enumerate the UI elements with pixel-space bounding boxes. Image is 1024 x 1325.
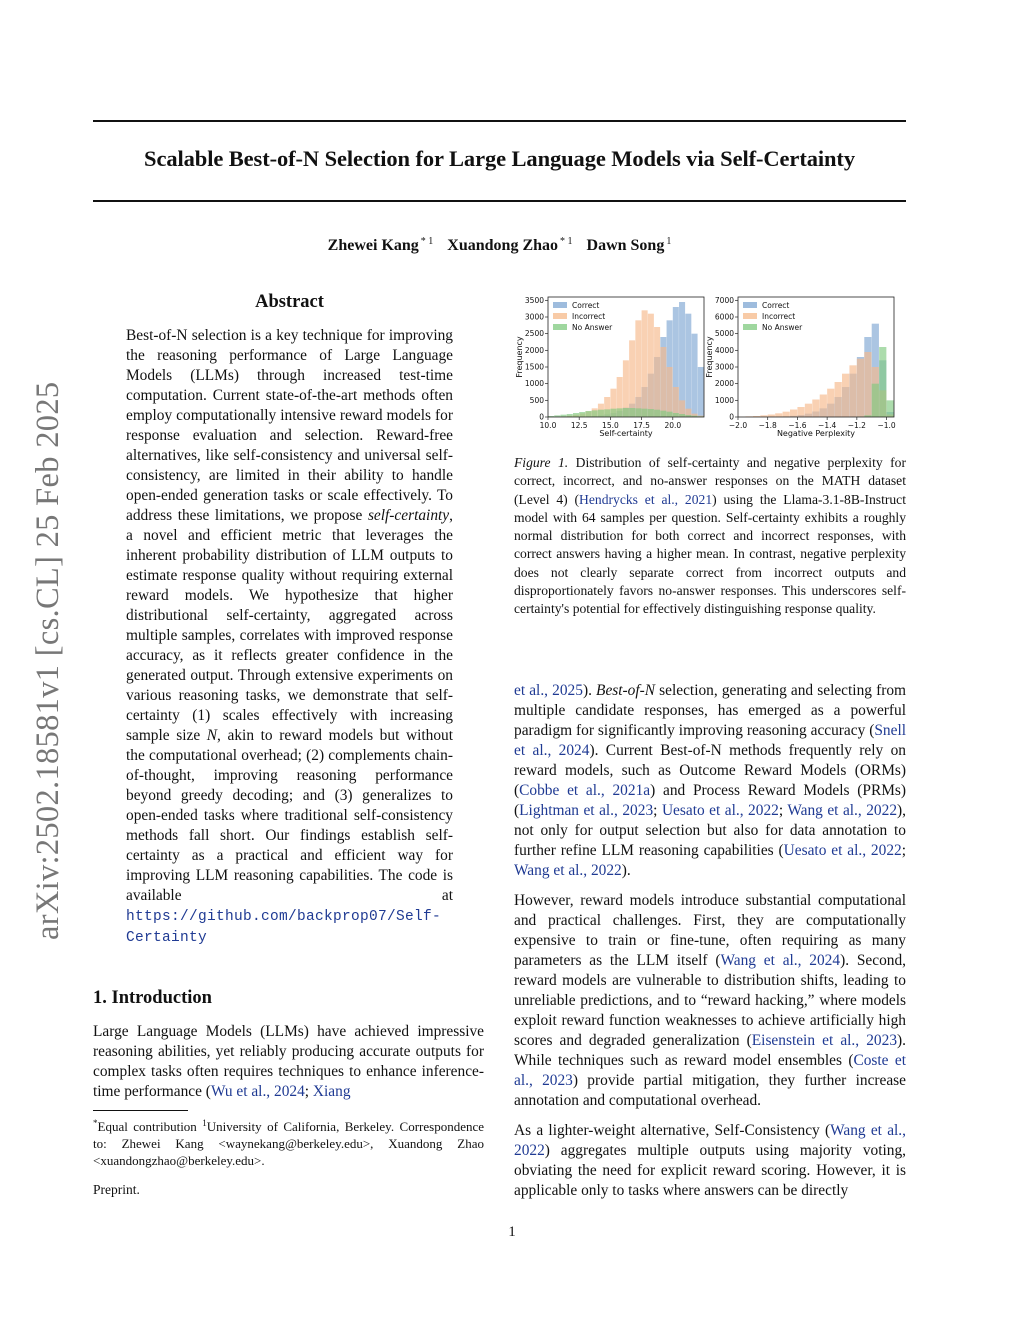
paragraph (514, 1121, 906, 1201)
legend-label: Incorrect (762, 312, 796, 321)
citation-link[interactable]: Xiang (312, 1083, 351, 1100)
histogram-bar (635, 408, 641, 417)
figure-caption (514, 454, 906, 619)
y-tick-label: 500 (529, 395, 544, 405)
top-rule (93, 120, 906, 122)
histogram-bar (698, 367, 704, 417)
body-text: ) aggregates multiple outputs using majority voting, obviating the need for explicit reward scoring. However, it is applicable only to tasks where answers can be directly (514, 1142, 906, 1199)
histogram-bar (673, 387, 679, 417)
y-tick-label: 6000 (714, 312, 734, 322)
y-tick-label: 1000 (524, 379, 544, 389)
histogram-bar (783, 412, 790, 417)
intro-text: Large Language Models (LLMs) have achieved impressive reasoning abilities, yet reliably producing accurate outputs for complex tasks often requires techniques to enhance inference-time performance ( (93, 1023, 484, 1100)
footnote (93, 1115, 484, 1169)
y-tick-label: 7000 (714, 295, 734, 305)
legend-label: No Answer (762, 323, 803, 332)
body-text: ), not only for output selection but also for data annotation to further refine LLM reasoning capabilities ( (514, 802, 907, 859)
abstract-text: , akin to reward models but without the computational overhead; (2) complements chain-of-thought, improving reasoning performance beyond greedy decoding; and (3) generalizes to open-ended tasks where traditional self-consistency methods fall short. Our findings establish self-certainty as a practical and efficient way for improving LLM reasoning capabilities. The code is available at (126, 727, 454, 904)
y-tick-label: 1000 (714, 395, 734, 405)
y-tick-label: 3500 (524, 295, 544, 305)
footnote-rule (93, 1110, 188, 1111)
histogram-bar (617, 408, 623, 417)
footnote-mark: 1 (202, 1118, 207, 1128)
histogram-bar (610, 409, 616, 417)
figure-1-histograms (510, 294, 910, 442)
body-text: However, reward models introduce substantial computational and practical challenges. First, they are computationally expensive to train or fine-tune, often requiring as many parameters as the LLM itself ( (514, 892, 906, 969)
author-name: Dawn Song (586, 237, 665, 254)
citation-link[interactable]: Hendrycks et al., 2021 (579, 491, 713, 507)
figure-label: Figure 1. (514, 455, 569, 470)
histogram-bar (679, 414, 685, 417)
citation-link[interactable]: Lightman et al., 2023 (519, 802, 654, 819)
x-axis-label: Self-certainty (599, 429, 653, 438)
body-text: ). (582, 682, 597, 699)
abstract-term: self-certainty (367, 507, 450, 524)
y-tick-label: 2000 (714, 379, 734, 389)
histogram-bar (820, 395, 827, 418)
y-tick-label: 0 (539, 412, 544, 422)
citation-link[interactable]: Snell et al., 2024 (514, 722, 906, 759)
x-tick-label: −1.8 (758, 421, 777, 430)
caption-text: ) using the Llama-3.1-8B-Instruct model with 64 samples per question. Self-certainty exhibits a roughly normal distribution for both correct and incorrect responses, with correct answers having a higher mean. In contrast, negative perplexity does not clearly separate correct from incorrect outputs and disproportionately favors no-answer responses. This underscores self-certainty's potential for effectively distinguishing response quality. (514, 491, 906, 617)
histogram-bar (805, 404, 812, 417)
x-tick-label: −1.0 (877, 421, 896, 430)
body-text: ). Second, reward models are vulnerable to distribution shifts, leading to unreliable predictions, and to “reward hacking,” where models exploit reward function weaknesses to achieve artificially high scores and degraded generalization ( (514, 952, 906, 1049)
body-text: ; (778, 802, 788, 819)
x-tick-label: −2.0 (728, 421, 748, 430)
abstract-text: Best-of-N selection is a key technique for improving the reasoning performance of Large Language Models (LLMs) through increased test-time computation. Current state-of-the-art methods often employ computationally intensive reward models for response evaluation and selection. Reward-free alternatives, like self-consistency and universal self-consistency, are limited in their ability to handle open-ended generation tasks or scale effectively. To address these limitations, we propose (126, 327, 453, 524)
histogram-bar (654, 327, 660, 417)
histogram-bar (835, 382, 842, 417)
histogram-bar (812, 400, 819, 418)
histogram-bar (797, 407, 804, 417)
body-text: ) provide partial mitigation, they further increase annotation and computational overhead. (514, 1072, 907, 1109)
emphasis-text: Best-of-N (596, 682, 656, 699)
histogram-bar (604, 409, 610, 417)
abstract-body (126, 326, 453, 948)
x-tick-label: −1.6 (788, 421, 807, 430)
histogram-bar (673, 413, 679, 417)
histogram-bar (642, 409, 648, 417)
x-tick-label: −1.4 (818, 421, 837, 430)
histogram-bar (790, 410, 797, 418)
citation-link[interactable]: Uesato et al., 2022 (661, 802, 779, 819)
legend-label: No Answer (572, 323, 613, 332)
histogram-bar (635, 320, 641, 417)
author-mark: 1 (666, 236, 672, 247)
author-name: Zhewei Kang (327, 237, 419, 254)
y-tick-label: 3000 (714, 362, 734, 372)
intro-text: ; (304, 1083, 313, 1100)
negative-perplexity-histogram (705, 296, 896, 438)
histogram-bar (660, 411, 666, 417)
abstract-variable: N (206, 727, 218, 744)
histogram-bar (864, 352, 871, 417)
histogram-bar (592, 410, 598, 417)
x-axis-label: Negative Perplexity (776, 429, 856, 438)
body-text: ) and Process Reward Models (PRMs) ( (514, 782, 907, 819)
y-tick-label: 0 (729, 412, 734, 422)
code-url-link[interactable]: https://github.com/backprop07/Self-Certainty (126, 909, 442, 946)
author-1[interactable] (328, 237, 434, 254)
legend-label: Correct (762, 301, 790, 310)
histogram-bar (667, 412, 673, 417)
legend-swatch (553, 324, 567, 330)
histogram-bar (579, 412, 585, 417)
abstract-heading: Abstract (255, 292, 324, 312)
histogram-bar (692, 334, 698, 417)
y-axis-label: Frequency (705, 336, 714, 378)
body-text: selection, generating and selecting from multiple candidate responses, has emerged as a powerful paradigm for significantly improving reasoning accuracy ( (514, 682, 906, 739)
histogram-bar (629, 340, 635, 417)
citation-link[interactable]: Wang et al., 2022 (787, 802, 898, 819)
citation-link[interactable]: Uesato et al., 2022 (783, 842, 902, 859)
arxiv-identifier[interactable]: arXiv:2502.18581v1 [cs.CL] 25 Feb 2025 (30, 381, 66, 940)
legend-swatch (553, 302, 567, 308)
histogram-bar (642, 310, 648, 417)
histogram-bar (872, 384, 879, 417)
histogram-bar (879, 347, 886, 417)
citation-link[interactable]: Wu et al., 2024 (210, 1083, 305, 1100)
histogram-bar (679, 302, 685, 417)
histogram-bar (887, 400, 894, 417)
citation-link[interactable]: Wang et al., 2022 (514, 1122, 906, 1159)
introduction-heading: 1. Introduction (93, 988, 212, 1008)
author-3[interactable] (587, 237, 672, 254)
histogram-bar (623, 408, 629, 417)
x-tick-label: 20.0 (664, 421, 682, 430)
paragraph (514, 891, 906, 1111)
citation-link[interactable]: et al., 2025 (514, 682, 583, 699)
histogram-bar (775, 413, 782, 417)
y-tick-label: 2000 (524, 345, 544, 355)
citation-link[interactable]: Wang et al., 2024 (720, 952, 841, 969)
author-2[interactable] (447, 237, 572, 254)
x-tick-label: −1.2 (847, 421, 866, 430)
histogram-bar (567, 414, 573, 417)
histogram-bar (667, 367, 673, 417)
y-tick-label: 4000 (714, 345, 734, 355)
histogram-bar (849, 365, 856, 417)
y-tick-label: 1500 (524, 362, 544, 372)
histogram-bar (648, 409, 654, 417)
y-tick-label: 2500 (524, 329, 544, 339)
histogram-bar (842, 374, 849, 417)
legend-label: Incorrect (572, 312, 606, 321)
right-paragraph-3 (514, 1121, 906, 1201)
footnote-mark: * (93, 1118, 98, 1128)
self-certainty-histogram (515, 296, 704, 438)
histogram-bar (573, 413, 579, 417)
author-name: Xuandong Zhao (447, 237, 559, 254)
author-mark: * 1 (560, 236, 573, 247)
x-tick-label: 17.5 (633, 421, 650, 430)
histogram-bar (629, 408, 635, 417)
legend-swatch (743, 313, 757, 319)
y-axis-label: Frequency (515, 336, 524, 378)
x-tick-label: 10.0 (539, 421, 557, 430)
body-text: ). Current Best-of-N methods frequently rely on reward models, such as Outcome Reward Models (ORMs) ( (514, 742, 906, 799)
histogram-bar (660, 347, 666, 417)
x-tick-label: 12.5 (570, 421, 588, 430)
histogram-bar (648, 314, 654, 417)
histogram-bar (585, 411, 591, 417)
paper-title: Scalable Best-of-N Selection for Large Language Models via Self-Certainty (144, 146, 855, 171)
body-text: As a lighter-weight alternative, Self-Consistency ( (514, 1122, 831, 1139)
legend-label: Correct (572, 301, 600, 310)
page-number: 1 (508, 1224, 516, 1240)
abstract-text: , a novel and efficient metric that leverages the inherent probability distribution of LLM outputs to estimate response quality without requiring external reward models. We hypothesize that higher distributional self-certainty, aggregated across multiple samples, correlates with improved response accuracy, as it reflects greater confidence in the generated output. Through extensive experiments on various reasoning tasks, we demonstrate that self-certainty (1) scales effectively with increasing sample size (126, 507, 453, 744)
legend-swatch (743, 324, 757, 330)
paragraph (514, 681, 906, 881)
right-paragraph-1 (514, 681, 906, 881)
y-tick-label: 3000 (524, 312, 544, 322)
x-tick-label: 15.0 (602, 421, 619, 430)
histogram-bar (654, 410, 660, 417)
body-text: ; (901, 842, 906, 859)
body-text: ; (653, 802, 662, 819)
footnote-text: University of California, Berkeley. Correspondence to: Zhewei Kang <waynekang@berkeley.edu>, Xuandong Zhao <xuandongzhao@berkeley.edu>. (93, 1119, 484, 1168)
body-text: ). While techniques such as reward model ensembles ( (514, 1032, 906, 1069)
right-paragraph-2 (514, 891, 906, 1111)
citation-link[interactable]: Eisenstein et al., 2023 (751, 1032, 898, 1049)
introduction-body (93, 1022, 484, 1102)
histogram-bar (598, 410, 604, 417)
preprint-label: Preprint. (93, 1182, 140, 1197)
title-rule (93, 200, 906, 202)
citation-link[interactable]: Wang et al., 2022 (514, 862, 622, 879)
y-tick-label: 5000 (714, 329, 734, 339)
caption-text: Distribution of self-certainty and negative perplexity for correct, incorrect, and no-answer responses on the MATH dataset (Level 4) ( (514, 455, 906, 507)
footnote-text: Equal contribution (97, 1119, 197, 1134)
citation-link[interactable]: Coste et al., 2023 (514, 1052, 906, 1089)
legend-swatch (553, 313, 567, 319)
author-mark: * 1 (420, 236, 434, 247)
legend-swatch (743, 302, 757, 308)
histogram-bar (685, 314, 691, 417)
author-list (93, 236, 906, 255)
histogram-bar (857, 359, 864, 417)
histogram-bar (827, 389, 834, 417)
citation-link[interactable]: Cobbe et al., 2021a (519, 782, 651, 799)
body-text: ). (621, 862, 631, 879)
